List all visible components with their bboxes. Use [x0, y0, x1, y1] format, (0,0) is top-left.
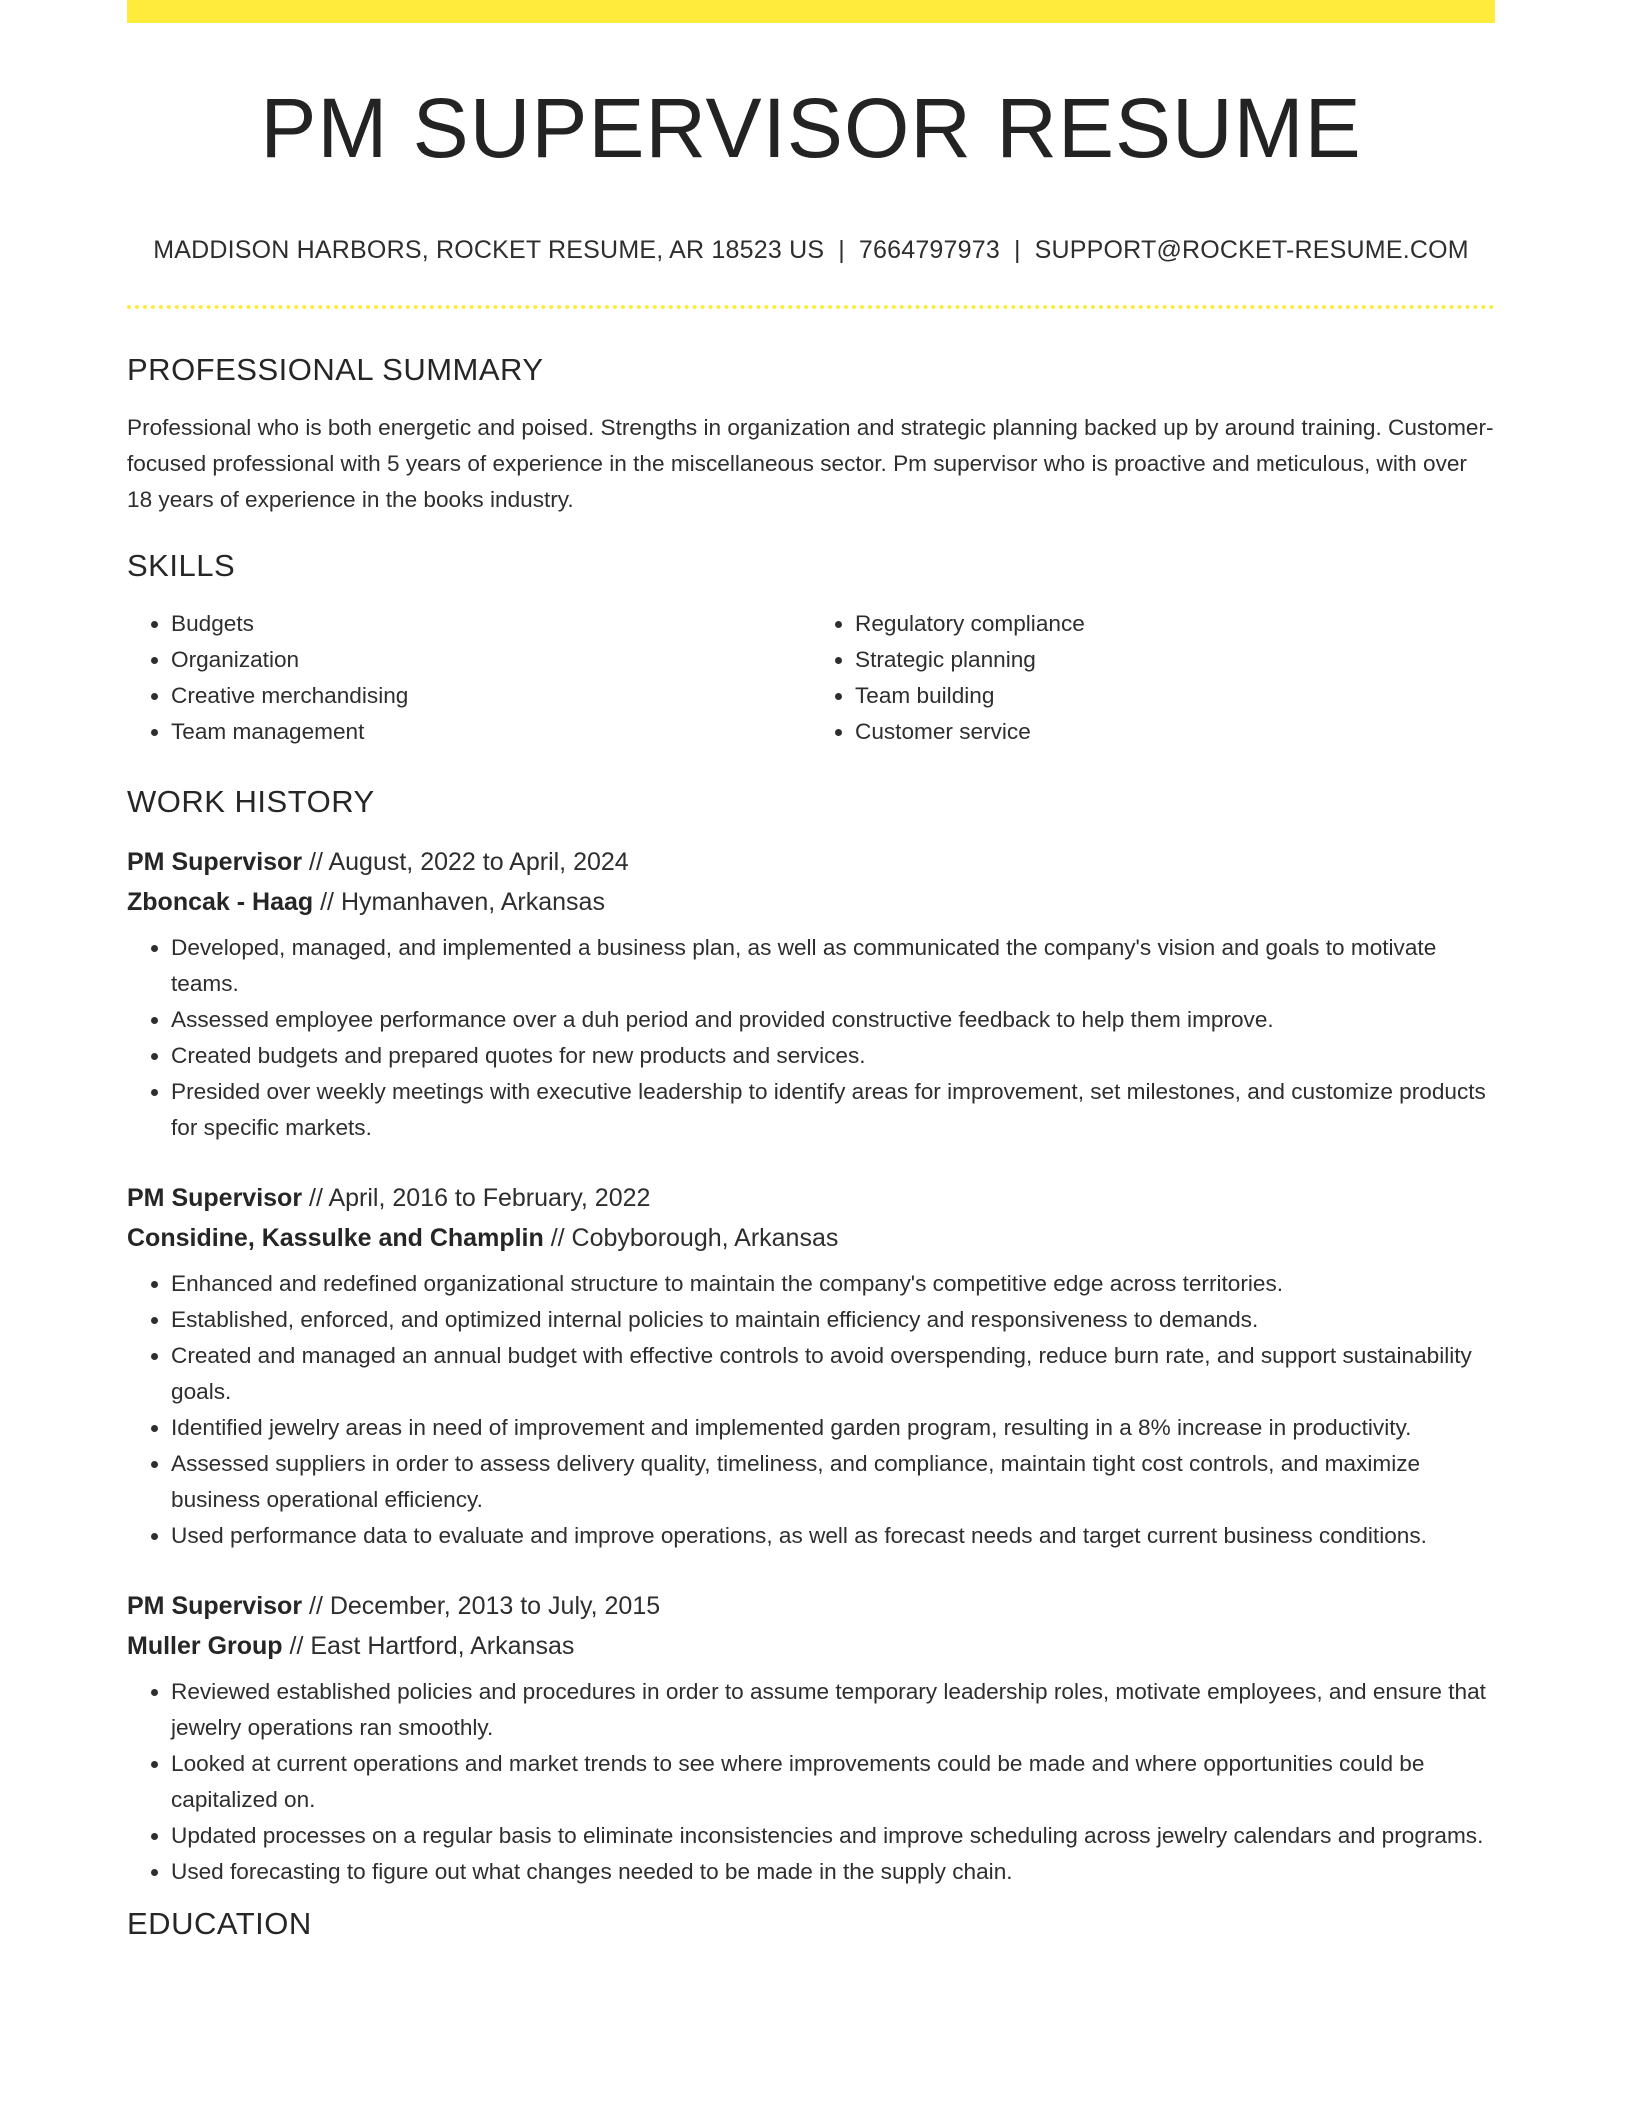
- job-location: // Hymanhaven, Arkansas: [313, 888, 605, 916]
- job-company: Zboncak - Haag: [127, 888, 314, 916]
- contact-separator: |: [838, 236, 845, 264]
- contact-address: MADDISON HARBORS, ROCKET RESUME, AR 18523 US: [153, 236, 825, 264]
- job-bullets: [127, 930, 1495, 1146]
- job-entry: [127, 842, 1495, 1146]
- skill-item: • Creative merchandising: [171, 678, 811, 714]
- job-title-line: [127, 1586, 1495, 1626]
- skills-section: [127, 548, 1495, 750]
- job-location: // East Hartford, Arkansas: [282, 1632, 575, 1660]
- skills-right-list: [811, 606, 1495, 750]
- contact-email: SUPPORT@ROCKET-RESUME.COM: [1034, 236, 1469, 264]
- job-dates: // December, 2013 to July, 2015: [302, 1592, 661, 1620]
- job-bullet: • Looked at current operations and market trends to see where improvements could be made and where opportunities could be capitalized on.: [171, 1746, 1495, 1818]
- job-title: PM Supervisor: [127, 1184, 303, 1212]
- job-bullet: • Reviewed established policies and procedures in order to assume temporary leadership roles, motivate employees, and ensure that jewelry operations ran smoothly.: [171, 1674, 1495, 1746]
- contact-separator: |: [1013, 236, 1021, 264]
- job-bullet: • Identified jewelry areas in need of improvement and implemented garden program, resulting in a 8% increase in productivity.: [171, 1410, 1495, 1446]
- skills-heading: SKILLS: [127, 548, 236, 583]
- job-company: Considine, Kassulke and Champlin: [127, 1224, 544, 1252]
- job-bullet: • Updated processes on a regular basis to eliminate inconsistencies and improve scheduling across jewelry calendars and programs.: [171, 1818, 1495, 1854]
- accent-top-bar: [127, 0, 1495, 23]
- skill-item: • Customer service: [855, 714, 1495, 750]
- skill-item: • Budgets: [171, 606, 811, 642]
- job-title: PM Supervisor: [127, 848, 303, 876]
- education-section: [127, 1906, 1495, 1942]
- skills-columns: [127, 606, 1495, 750]
- job-company-line: [127, 1626, 1495, 1666]
- job-bullet: • Assessed employee performance over a duh period and provided constructive feedback to help them improve.: [171, 1002, 1495, 1038]
- summary-heading: PROFESSIONAL SUMMARY: [127, 352, 544, 387]
- job-title-line: [127, 1178, 1495, 1218]
- skill-item: • Organization: [171, 642, 811, 678]
- education-heading: EDUCATION: [127, 1906, 312, 1941]
- job-bullet: • Created budgets and prepared quotes for new products and services.: [171, 1038, 1495, 1074]
- job-dates: // August, 2022 to April, 2024: [302, 848, 629, 876]
- work-history-section: [127, 784, 1495, 1890]
- skill-item: • Team building: [855, 678, 1495, 714]
- job-dates: // April, 2016 to February, 2022: [302, 1184, 651, 1212]
- skill-item: • Team management: [171, 714, 811, 750]
- job-location: // Cobyborough, Arkansas: [543, 1224, 839, 1252]
- resume-title: PM SUPERVISOR RESUME: [260, 81, 1362, 175]
- job-entry: [127, 1178, 1495, 1554]
- job-bullet: • Developed, managed, and implemented a business plan, as well as communicated the company's vision and goals to motivate teams.: [171, 930, 1495, 1002]
- job-entry: [127, 1586, 1495, 1890]
- job-bullet: • Presided over weekly meetings with executive leadership to identify areas for improvement, set milestones, and customize products for specific markets.: [171, 1074, 1495, 1146]
- job-bullet: • Enhanced and redefined organizational structure to maintain the company's competitive edge across territories.: [171, 1266, 1495, 1302]
- job-company-line: [127, 1218, 1495, 1258]
- job-bullet: • Used forecasting to figure out what changes needed to be made in the supply chain.: [171, 1854, 1495, 1890]
- job-company-line: [127, 882, 1495, 922]
- job-bullet: • Created and managed an annual budget with effective controls to avoid overspending, reduce burn rate, and support sustainability goals.: [171, 1338, 1495, 1410]
- job-title-line: [127, 842, 1495, 882]
- dotted-divider: [127, 305, 1495, 309]
- work-history-heading: WORK HISTORY: [127, 784, 375, 819]
- job-bullet: • Assessed suppliers in order to assess delivery quality, timeliness, and compliance, maintain tight cost controls, and maximize business operational efficiency.: [171, 1446, 1495, 1518]
- job-company: Muller Group: [127, 1632, 283, 1660]
- summary-text: Professional who is both energetic and poised. Strengths in organization and strategic planning backed up by around training. Customer-focused professional with 5 years of experience in the miscellaneous sector. Pm supervisor who is proactive and meticulous, with over 18 years of experience in the books industry.: [127, 415, 1494, 512]
- resume-body: [127, 352, 1495, 1964]
- job-bullet: • Established, enforced, and optimized internal policies to maintain efficiency and responsiveness to demands.: [171, 1302, 1495, 1338]
- contact-line: [127, 236, 1495, 265]
- contact-phone: 7664797973: [858, 236, 1000, 264]
- summary-section: [127, 352, 1495, 518]
- job-bullets: [127, 1266, 1495, 1554]
- skills-left-list: [127, 606, 811, 750]
- job-bullet: • Used performance data to evaluate and improve operations, as well as forecast needs and target current business conditions.: [171, 1518, 1495, 1554]
- job-bullets: [127, 1674, 1495, 1890]
- job-title: PM Supervisor: [127, 1592, 303, 1620]
- skill-item: • Strategic planning: [855, 642, 1495, 678]
- skill-item: • Regulatory compliance: [855, 606, 1495, 642]
